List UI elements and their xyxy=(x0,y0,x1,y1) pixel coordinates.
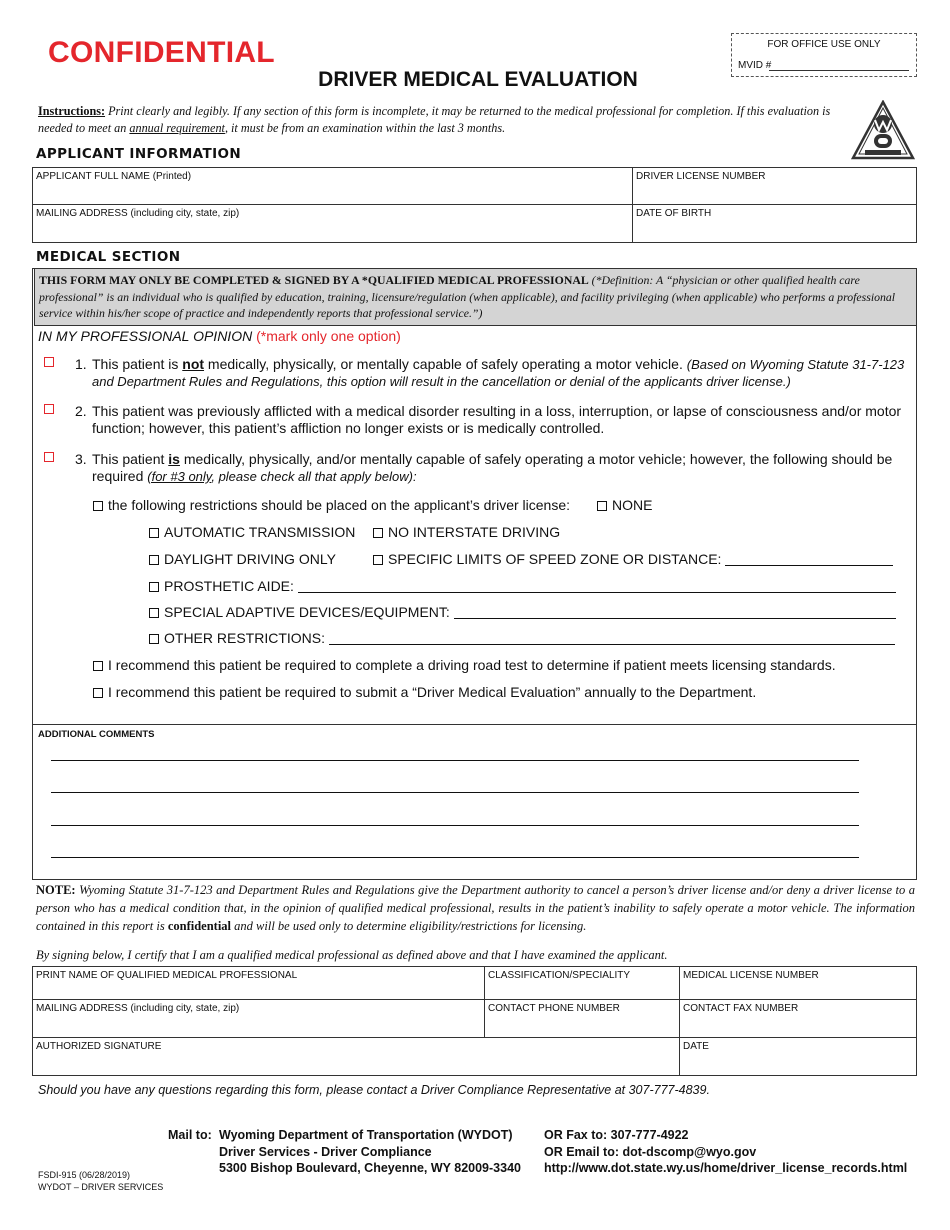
restrictions-checkbox[interactable] xyxy=(93,501,103,511)
mvid-field[interactable] xyxy=(769,70,909,71)
mail-to-label: Mail to: xyxy=(168,1128,212,1142)
confidential-stamp: CONFIDENTIAL xyxy=(48,36,275,69)
adaptive-field[interactable] xyxy=(454,606,896,619)
option-3 xyxy=(44,451,914,485)
other-label: OTHER RESTRICTIONS: xyxy=(164,630,326,646)
annual-requirement: annual requirement xyxy=(129,121,225,135)
divider xyxy=(33,204,916,205)
qualified-definition: (*Definition: A “physician or other qualified health care professional” is an individual who is qualified by education, training, licensure/regulation (when applicable), and facility privileging (when applicable) who performs a professional service within his/her scope of practice and independently reports that professional service.”) xyxy=(39,273,896,320)
adaptive-row xyxy=(149,604,896,620)
office-use-label: FOR OFFICE USE ONLY xyxy=(767,39,881,50)
website-link[interactable]: http://www.dot.state.wy.us/home/driver_license_records.html xyxy=(544,1161,908,1175)
none-checkbox[interactable] xyxy=(597,501,607,511)
option-3-is: is xyxy=(168,451,180,467)
option-3-text-b: medically, physically, and/or mentally capable of safely operating a motor vehicle; however, the following should be required xyxy=(92,451,893,484)
option-1-number: 1. xyxy=(75,356,87,372)
medical-license-field[interactable]: MEDICAL LICENSE NUMBER xyxy=(683,970,819,981)
divider xyxy=(679,967,680,1075)
prosthetic-label: PROSTHETIC AIDE: xyxy=(164,578,294,594)
wydot-logo xyxy=(851,100,915,162)
divider xyxy=(33,1037,916,1038)
opinion-note: (*mark only one option) xyxy=(252,328,401,344)
comment-line[interactable] xyxy=(51,792,859,793)
dob-field[interactable]: DATE OF BIRTH xyxy=(636,208,712,219)
annual-label: I recommend this patient be required to submit a “Driver Medical Evaluation” annually to the Department. xyxy=(108,684,757,700)
automatic-label: AUTOMATIC TRANSMISSION xyxy=(164,524,356,540)
divider xyxy=(32,724,917,725)
none-label: NONE xyxy=(612,497,653,513)
instructions xyxy=(38,103,850,137)
note-confidential: confidential xyxy=(167,919,232,933)
prosthetic-row xyxy=(149,578,896,594)
speed-checkbox[interactable] xyxy=(373,555,383,565)
address-line-2: Driver Services - Driver Compliance xyxy=(219,1144,432,1159)
road-test-checkbox[interactable] xyxy=(93,661,103,671)
prosthetic-checkbox[interactable] xyxy=(149,582,159,592)
instructions-text: Print clearly and legibly. If any section of this form is incomplete, it may be returned to the medical professional for completion. If this evaluation is needed to meet an xyxy=(38,104,831,135)
other-field[interactable] xyxy=(329,632,895,645)
option-2-text: This patient was previously afflicted with a medical disorder resulting in a loss, interruption, or lapse of consciousness and/or motor function; however, this patient’s affliction no longer exists or is medically controlled. xyxy=(92,403,902,436)
other-row xyxy=(149,630,895,646)
opinion-heading xyxy=(38,328,401,344)
opinion-label: IN MY PROFESSIONAL OPINION xyxy=(38,328,253,344)
option-1-not: not xyxy=(182,356,205,372)
form-identifier xyxy=(38,1170,163,1193)
option-2-number: 2. xyxy=(75,403,87,419)
adaptive-checkbox[interactable] xyxy=(149,608,159,618)
mvid-label: MVID # xyxy=(738,60,772,71)
medical-heading: MEDICAL SECTION xyxy=(36,249,181,265)
option-1-text: This patient is xyxy=(92,356,183,372)
instructions-label: Instructions: xyxy=(38,104,106,118)
option-3-text: This patient xyxy=(92,451,169,467)
alt-contact xyxy=(544,1127,907,1177)
interstate-label: NO INTERSTATE DRIVING xyxy=(388,524,561,540)
speed-row xyxy=(373,551,893,567)
fax-line: OR Fax to: 307-777-4922 xyxy=(544,1128,689,1142)
license-number-field[interactable]: DRIVER LICENSE NUMBER xyxy=(636,171,766,182)
address-line-3: 5300 Bishop Boulevard, Cheyenne, WY 82009-3340 xyxy=(219,1161,521,1175)
note-text: Wyoming Statute 31-7-123 and Department Rules and Regulations give the Department authority to cancel a person’s driver license and/or deny a driver license to a person who has a medical condition that, in the opinion of qualified medical professional, results in the patient’s inability to safely operate a motor vehicle. The information contained in this report is xyxy=(36,883,915,933)
note-label: NOTE: xyxy=(36,883,76,897)
annual-row xyxy=(93,684,756,700)
applicant-name-field[interactable]: APPLICANT FULL NAME (Printed) xyxy=(36,171,192,182)
automatic-checkbox[interactable] xyxy=(149,528,159,538)
divider xyxy=(632,168,633,242)
comment-line[interactable] xyxy=(51,825,859,826)
office-use-box xyxy=(731,33,917,77)
daylight-row xyxy=(149,551,336,567)
prosthetic-field[interactable] xyxy=(298,580,896,593)
phone-field[interactable]: CONTACT PHONE NUMBER xyxy=(488,1003,620,1014)
option-3-checkbox[interactable] xyxy=(44,452,54,462)
form-title: DRIVER MEDICAL EVALUATION xyxy=(318,68,638,91)
divider xyxy=(484,967,485,1037)
qualified-notice-bold: THIS FORM MAY ONLY BE COMPLETED & SIGNED BY A *QUALIFIED MEDICAL PROFESSIONAL xyxy=(39,273,589,287)
contact-question: Should you have any questions regarding this form, please contact a Driver Compliance Representative at 307-777-4839. xyxy=(38,1083,710,1097)
fax-field[interactable]: CONTACT FAX NUMBER xyxy=(683,1003,799,1014)
road-test-row xyxy=(93,657,836,673)
interstate-checkbox[interactable] xyxy=(373,528,383,538)
department-name: WYDOT – DRIVER SERVICES xyxy=(38,1181,164,1192)
form-number: FSDI-915 (06/28/2019) xyxy=(38,1170,131,1180)
certification-statement: By signing below, I certify that I am a qualified medical professional as defined above and that I have examined the applicant. xyxy=(36,948,668,962)
applicant-heading: APPLICANT INFORMATION xyxy=(36,146,242,162)
signature-field[interactable]: AUTHORIZED SIGNATURE xyxy=(36,1041,162,1052)
option-2-checkbox[interactable] xyxy=(44,404,54,414)
option-1-text-b: medically, physically, or mentally capable of safely operating a motor vehicle. xyxy=(204,356,687,372)
applicant-table xyxy=(32,167,917,243)
automatic-row xyxy=(149,524,355,540)
email-line[interactable]: OR Email to: dot-dscomp@wyo.gov xyxy=(544,1144,757,1159)
address-line-1: Wyoming Department of Transportation (WYDOT) xyxy=(219,1128,513,1142)
restrictions-label: the following restrictions should be placed on the applicant’s driver license: xyxy=(108,497,571,513)
option-1-note: (Based on Wyoming Statute 31-7-123 and Department Rules and Regulations, this option will result in the cancellation or denial of the applicants driver license.) xyxy=(92,357,905,389)
annual-checkbox[interactable] xyxy=(93,688,103,698)
note-text-end: and will be used only to determine eligibility/restrictions for licensing. xyxy=(231,919,587,933)
comment-line[interactable] xyxy=(51,760,859,761)
divider xyxy=(33,999,916,1000)
print-name-field[interactable]: PRINT NAME OF QUALIFIED MEDICAL PROFESSIONAL xyxy=(36,970,298,981)
applicant-address-field[interactable]: MAILING ADDRESS (including city, state, zip) xyxy=(36,208,240,219)
comments-label: ADDITIONAL COMMENTS xyxy=(38,729,155,740)
option-3-note: , please check all that apply below): xyxy=(211,469,417,484)
professional-address-field[interactable]: MAILING ADDRESS (including city, state, zip) xyxy=(36,1003,240,1014)
daylight-checkbox[interactable] xyxy=(149,555,159,565)
comment-line[interactable] xyxy=(51,857,859,858)
professional-table xyxy=(32,966,917,1076)
restrictions-row xyxy=(93,497,570,513)
option-2 xyxy=(44,403,914,437)
other-checkbox[interactable] xyxy=(149,634,159,644)
none-row xyxy=(597,497,652,513)
qualified-professional-notice xyxy=(34,268,917,326)
adaptive-label: SPECIAL ADAPTIVE DEVICES/EQUIPMENT: xyxy=(164,604,450,620)
option-3-number: 3. xyxy=(75,451,87,467)
instructions-text-end: , it must be from an examination within the last 3 months. xyxy=(224,121,506,135)
speed-label: SPECIFIC LIMITS OF SPEED ZONE OR DISTANCE: xyxy=(388,551,722,567)
date-field[interactable]: DATE xyxy=(683,1041,709,1052)
speed-field[interactable] xyxy=(725,553,893,566)
classification-field[interactable]: CLASSIFICATION/SPECIALITY xyxy=(488,970,631,981)
road-test-label: I recommend this patient be required to complete a driving road test to determine if patient meets licensing standards. xyxy=(108,657,836,673)
option-1 xyxy=(44,356,914,390)
mailing-address xyxy=(219,1127,521,1177)
option-3-note-underlined: (for #3 only xyxy=(147,469,212,484)
interstate-row xyxy=(373,524,560,540)
legal-note xyxy=(36,881,915,935)
option-1-checkbox[interactable] xyxy=(44,357,54,367)
daylight-label: DAYLIGHT DRIVING ONLY xyxy=(164,551,336,567)
